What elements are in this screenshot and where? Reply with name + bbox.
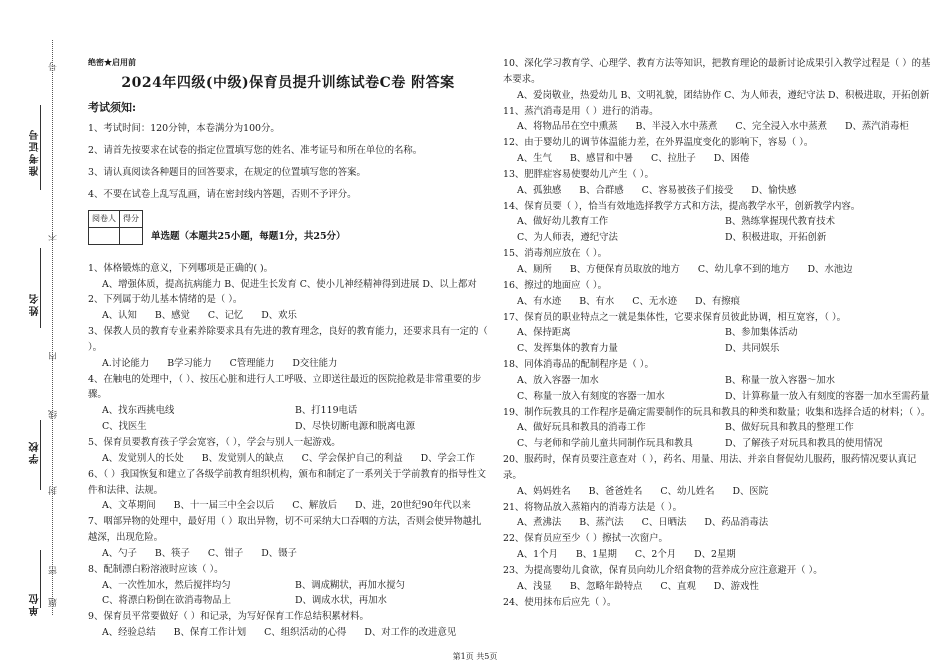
option[interactable]: A、文革期间	[102, 500, 156, 512]
question-item	[88, 372, 488, 435]
option[interactable]: D、镊子	[261, 547, 297, 559]
option[interactable]: B、调成糊状，再加水搅匀	[295, 579, 406, 591]
question-text: 13、肥胖症容易使婴幼儿产生（ ）。	[503, 168, 654, 180]
option[interactable]: B、有水	[579, 295, 615, 307]
option[interactable]: C、拉肚子	[651, 153, 696, 165]
option[interactable]: A、孤独感	[517, 184, 562, 196]
seal-char: 密	[49, 566, 59, 575]
question-item	[503, 500, 933, 532]
question-text: 14、保育员要（ ），恰当有效地选择教学方式和方法，提高教学水平，创新教学内容。	[503, 200, 861, 212]
question-text: 17、保育员的职业特点之一就是集体性，它要求保育员彼此协调，相互宽容，（ ）。	[503, 311, 847, 323]
name-field[interactable]	[40, 248, 41, 328]
option[interactable]: C、组织活动的心得	[264, 627, 347, 639]
notice-heading: 考试须知:	[88, 101, 137, 114]
option[interactable]: C、找医生	[102, 421, 147, 433]
question-text: 24、使用抹布后应先（ ）。	[503, 596, 617, 608]
right-column	[503, 56, 933, 611]
question-item	[503, 405, 933, 453]
option[interactable]: C管理能力	[229, 357, 275, 369]
seal-line	[52, 40, 53, 615]
seal-char: 号	[49, 62, 59, 71]
question-item	[503, 563, 933, 595]
question-item	[88, 292, 488, 324]
option[interactable]: D、困倦	[713, 153, 750, 165]
question-text: 8、配制漂白粉溶液时应该（ ）。	[88, 563, 224, 575]
option[interactable]: C、钳子	[207, 547, 244, 559]
right-question-list	[503, 56, 933, 611]
option[interactable]: D、对工作的改进意见	[364, 627, 457, 639]
seal-char: 内	[49, 352, 59, 361]
option[interactable]: B、十一届三中全会以后	[173, 500, 275, 512]
option[interactable]: B、忽略年龄特点	[569, 580, 643, 592]
option[interactable]: C、与老师和学前儿童共同制作玩具和教具	[517, 438, 693, 450]
option[interactable]: A、一次性加水，然后搅拌均匀	[102, 579, 231, 591]
option[interactable]: B、感冒和中暑	[569, 153, 634, 165]
section-heading: 单选题（本题共25小题，每题1分，共25分）	[151, 230, 346, 242]
binding-margin	[0, 0, 70, 671]
option[interactable]: C、容易被孩子们接受	[641, 184, 734, 196]
seal-char: 不	[49, 232, 59, 241]
option[interactable]: D、水池边	[807, 263, 853, 275]
grader-cell[interactable]	[89, 227, 120, 244]
option[interactable]: C、发挥集体的教育力量	[517, 343, 618, 355]
option[interactable]: B、做好玩具和教具的整理工作	[725, 422, 854, 434]
margin-label-name: 姓名	[30, 292, 41, 316]
option[interactable]: D交往能力	[292, 357, 338, 369]
question-item	[88, 324, 488, 372]
option[interactable]: B、熟练掌握现代教育技术	[725, 216, 836, 228]
option[interactable]: D、学会工作	[420, 452, 476, 464]
option[interactable]: D、积极进取，开拓创新	[725, 232, 827, 244]
option-line[interactable]: A、增强体质，提高抗病能力 B、促进生长发育 C、使小儿神经精神得到进展 D、以上都对	[102, 278, 477, 290]
question-item	[503, 357, 933, 405]
question-text: 7、咽部异物的处理中，最好用（ ）取出异物，切不可采纳大口吞咽的方法，否则会使异物越扎越深，出现危险。	[88, 516, 482, 544]
question-text: 16、擦过的地面应（ ）。	[503, 279, 607, 291]
score-table	[88, 210, 143, 245]
option[interactable]: A、煮沸法	[517, 517, 562, 529]
option[interactable]: D、计算称量一放入有刻度的容器一加水至需药量	[725, 390, 930, 402]
question-item	[88, 435, 488, 467]
option[interactable]: A、有水迹	[517, 295, 562, 307]
option[interactable]: D、游戏性	[713, 580, 759, 592]
option[interactable]: A、放入容器一加水	[517, 374, 599, 386]
question-item	[503, 595, 933, 611]
school-field[interactable]	[40, 420, 41, 490]
option[interactable]: D、2星期	[694, 549, 736, 561]
option[interactable]: D、调成水状，再加水	[295, 595, 387, 607]
option[interactable]: C、无水迹	[632, 295, 677, 307]
margin-label-unit: 单位	[30, 592, 41, 616]
score-table-score: 得分	[120, 211, 143, 228]
question-text: 4、在触电的处理中，（ ）、按压心脏和进行人工呼吸、立即送往最近的医院抢救是非常重要的步骤。	[88, 373, 482, 401]
option[interactable]: D、了解孩子对玩具和教具的使用情况	[725, 438, 883, 450]
page-footer: 第1页 共5页	[452, 652, 498, 661]
option[interactable]: C、2个月	[634, 549, 677, 561]
option[interactable]: A、浅显	[517, 580, 552, 592]
question-text: 19、制作玩教具的工作程序是确定需要制作的玩具和教具的种类和数量；收集和选择合适的材料；（ ）。	[503, 406, 931, 418]
option[interactable]: A、找东西挑电线	[102, 405, 175, 417]
margin-label-exam-number: 准考证号	[30, 128, 41, 176]
option-line[interactable]: A、爱岗敬业，热爱幼儿 B、文明礼貌，团结协作 C、为人师表，遵纪守法 D、积极进取，开拓创新	[517, 89, 930, 101]
option[interactable]: D、欢乐	[261, 310, 297, 322]
question-text: 22、保育员应至少（ ）擦拭一次窗户。	[503, 533, 668, 545]
notice-list	[88, 118, 488, 206]
question-item	[88, 514, 488, 562]
question-text: 18、同体消毒品的配制程序是（ ）。	[503, 359, 654, 371]
question-text: 10、深化学习教育学、心理学、教育方法等知识，把教育理论的最新讨论成果引入教学过程是（ ）的基本要求。	[503, 58, 931, 85]
question-item	[88, 562, 488, 610]
option[interactable]: D、蒸汽消毒柜	[844, 121, 909, 133]
exam-number-field[interactable]	[40, 105, 41, 190]
question-text: 21、将物品放入蒸箱内的消毒方法是（ ）。	[503, 501, 682, 513]
question-item	[503, 104, 933, 136]
question-text: 9、保育员平常要做好（ ）和记录，为写好保育工作总结积累材料。	[88, 611, 369, 623]
seal-char: 题	[49, 598, 59, 607]
option[interactable]: D、医院	[732, 485, 769, 497]
question-item	[503, 531, 933, 563]
question-text: 15、消毒剂应放在（ ）。	[503, 248, 607, 260]
notice-item: 4、不要在试卷上乱写乱画，请在密封线内答题，否则不予评分。	[88, 189, 357, 200]
option[interactable]: A、认知	[102, 310, 137, 322]
option[interactable]: B、合群感	[579, 184, 624, 196]
question-item	[503, 452, 933, 500]
score-block	[88, 210, 488, 245]
option[interactable]: C、为人师表，遵纪守法	[517, 232, 618, 244]
option[interactable]: A.讨论能力	[102, 357, 150, 369]
option[interactable]: B、蒸汽法	[579, 517, 624, 529]
unit-field[interactable]	[40, 550, 41, 608]
option[interactable]: B、称量一放入容器～加水	[725, 374, 836, 386]
option[interactable]: B、保育工作计划	[173, 627, 247, 639]
option[interactable]: A、保持距离	[517, 327, 571, 339]
option[interactable]: D、尽快切断电源和脱离电源	[295, 421, 416, 433]
option[interactable]: A、厕所	[517, 263, 552, 275]
question-item	[503, 310, 933, 358]
option[interactable]: D、药品消毒法	[704, 517, 769, 529]
question-item	[503, 199, 933, 247]
question-item	[88, 609, 488, 641]
question-text: 3、保教人员的教育专业素养除要求具有先进的教育理念，良好的教育能力，还要求具有一定的（ ）。	[88, 326, 488, 353]
option[interactable]: A、发觉别人的长处	[102, 452, 184, 464]
option[interactable]: C、日晒法	[641, 517, 687, 529]
option[interactable]: B、打119电话	[295, 405, 358, 417]
left-question-list	[88, 261, 488, 641]
question-item	[503, 167, 933, 199]
option[interactable]: B、半浸入水中蒸煮	[635, 121, 718, 133]
seal-char: 封	[49, 486, 59, 495]
option[interactable]: A、生气	[517, 153, 552, 165]
notice-item: 3、请认真阅读各种题目的回答要求，在规定的位置填写您的答案。	[88, 167, 366, 178]
option[interactable]: C、解放后	[292, 500, 337, 512]
option[interactable]: C、幼儿姓名	[660, 485, 715, 497]
option[interactable]: B、1星期	[575, 549, 617, 561]
notice-item: 1、考试时间：120分钟，本卷满分为100分。	[88, 123, 280, 134]
score-cell[interactable]	[120, 227, 143, 244]
option[interactable]: C、幼儿拿不到的地方	[697, 263, 790, 275]
option[interactable]: C、记忆	[207, 310, 244, 322]
left-column	[88, 56, 488, 641]
option[interactable]: B、感觉	[154, 310, 190, 322]
option[interactable]: C、将漂白粉倒在欲消毒物品上	[102, 595, 232, 607]
option[interactable]: B、爸爸姓名	[588, 485, 643, 497]
option[interactable]: A、做好玩具和教具的消毒工作	[517, 422, 646, 434]
option[interactable]: C、直观	[660, 580, 696, 592]
exam-title: 2024年四级(中级)保育员提升训练试卷C卷 附答案	[121, 75, 455, 91]
question-item	[503, 246, 933, 278]
score-table-grader: 阅卷人	[89, 211, 120, 228]
option[interactable]: C、称量一放入有刻度的容器一加水	[517, 390, 665, 402]
option[interactable]: A、将物品吊在空中熏蒸	[517, 121, 618, 133]
question-item	[88, 261, 488, 293]
notice-item: 2、请首先按要求在试卷的指定位置填写您的姓名、准考证号和所在单位的名称。	[88, 145, 423, 156]
question-text: 23、为提高婴幼儿食欲，保育员向幼儿介绍食物的营养成分应注意避开（ ）。	[503, 565, 823, 576]
question-text: 11、蒸汽消毒是用（ ）进行的消毒。	[503, 105, 659, 117]
option[interactable]: D、共同娱乐	[725, 343, 780, 355]
question-item	[503, 135, 933, 167]
margin-label-school: 学校	[30, 440, 41, 464]
option[interactable]: B、参加集体活动	[725, 327, 798, 339]
option[interactable]: B、筷子	[154, 547, 190, 559]
option[interactable]: A、勺子	[102, 547, 137, 559]
option[interactable]: A、做好幼儿教育工作	[517, 216, 609, 228]
option[interactable]: D、有擦痕	[694, 295, 741, 307]
option[interactable]: A、经验总结	[102, 627, 156, 639]
option[interactable]: C、学会保护自己的利益	[301, 452, 403, 464]
option[interactable]: B、方便保育员取放的地方	[569, 263, 680, 275]
question-text: 5、保育员要教育孩子学会宽容，（ ），学会与别人一起游戏。	[88, 436, 341, 448]
question-text: 6、（ ）我国恢复和建立了各级学前教育组织机构，颁布和制定了一系列关于学前教育的指导性文件和法律、法规。	[88, 468, 487, 496]
question-text: 20、服药时，保育员要注意查对（ ），药名、用量、用法、并亲自督促幼儿服药，服药情况要认真记录。	[503, 454, 917, 481]
option[interactable]: A、1个月	[517, 549, 558, 561]
question-item	[503, 278, 933, 310]
option[interactable]: A、妈妈姓名	[517, 485, 571, 497]
option[interactable]: D、愉快感	[751, 184, 797, 196]
option[interactable]: B、发觉别人的缺点	[201, 452, 284, 464]
question-text: 2、下列属于幼儿基本情绪的是（ ）。	[88, 294, 243, 306]
option[interactable]: D、进，20世纪90年代以来	[354, 500, 471, 512]
option[interactable]: C、完全浸入水中蒸煮	[735, 121, 827, 133]
secret-mark: 绝密★启用前	[88, 57, 136, 67]
question-text: 12、由于婴幼儿的调节体温能力差，在外界温度变化的影响下，容易（ ）。	[503, 137, 814, 149]
question-item	[88, 467, 488, 515]
seal-char: 线	[49, 410, 59, 419]
question-item	[503, 56, 933, 104]
question-text: 1、体格锻炼的意义，下列哪项是正确的( )。	[88, 262, 274, 274]
option[interactable]: B学习能力	[167, 357, 212, 369]
